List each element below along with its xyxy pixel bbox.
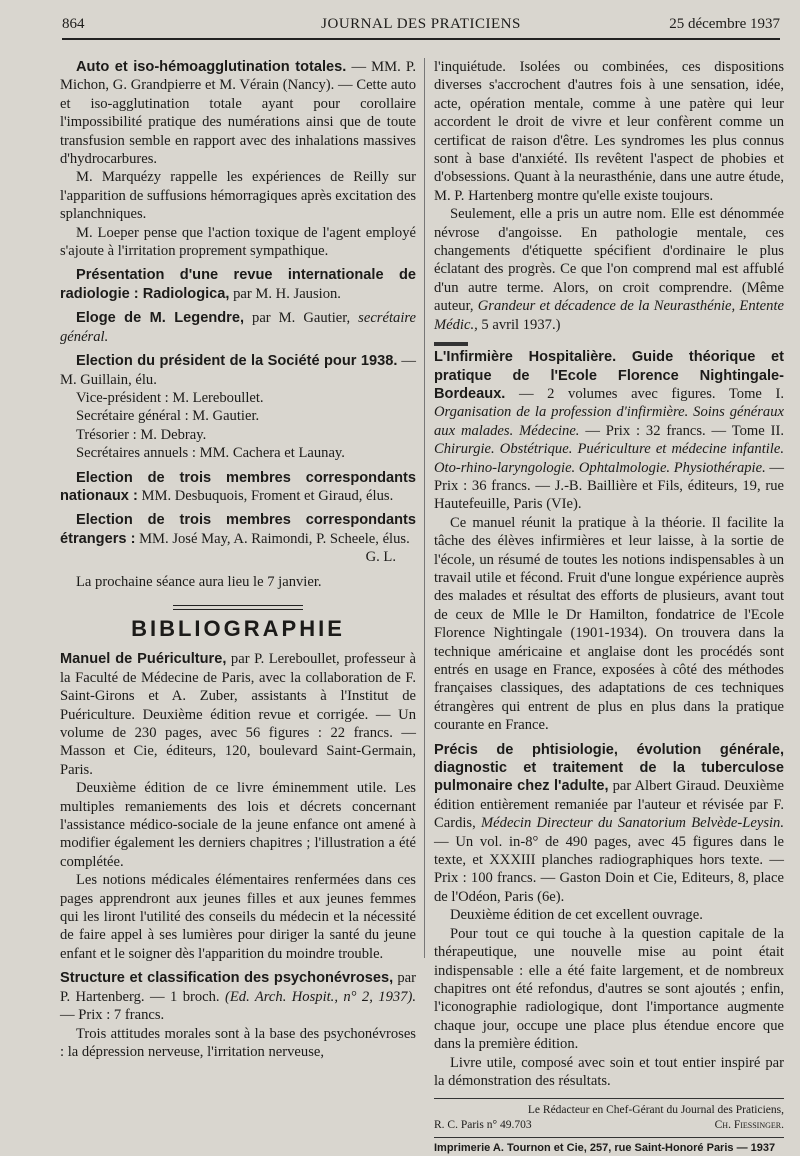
issue-date: 25 décembre 1937 bbox=[669, 16, 780, 32]
entry-eloge: Eloge de M. Legendre, par M. Gautier, secrétaire général. bbox=[60, 310, 416, 345]
printer-line: Imprimerie A. Tournon et Cie, 257, rue Saint-Honoré Paris — 1937 bbox=[434, 1137, 784, 1156]
column-divider bbox=[424, 58, 425, 958]
paragraph: Trois attitudes morales sont à la base des psychonévroses : la dépression nerveuse, l'irritation nerveuse, bbox=[60, 1025, 416, 1060]
short-rule bbox=[434, 342, 468, 346]
page-number: 864 bbox=[62, 16, 85, 32]
secretaire-general: Secrétaire général : M. Gautier. bbox=[76, 408, 260, 425]
right-column bbox=[434, 58, 784, 1156]
left-column bbox=[60, 58, 416, 1061]
paragraph: Ce manuel réunit la pratique à la théorie. Il facilite la tâche des élèves infirmières et leur laisse, à la sortie de l'école, un résumé de toutes les notions indispensables à un travail utile et fécond. Fruit d'une longue expérience auprès des malades et résultat des efforts de plusieurs, avant tout de ceux de Mlle le Dr Hamilton, fondatrice de l'Ecole Florence Nightingale (1901-1934). On trouvera dans la technique américaine et anglaise dont les procédés sont entrés en usage en France, exposées à côté des méthodes françaises classiques, des adaptations de ces techniques étrangères qui entrent de plus en plus dans la pratique courante en France. bbox=[434, 514, 784, 734]
imprint-footer bbox=[434, 1098, 784, 1156]
signature: G. L. bbox=[365, 549, 396, 566]
editor-name: Ch. Fiessinger. bbox=[714, 1119, 784, 1132]
paragraph: Deuxième édition de cet excellent ouvrage. bbox=[450, 907, 703, 924]
entry-puericulture: Manuel de Puériculture, par P. Lereboullet, professeur à la Faculté de Médecine de Paris, avec la collaboration de F. Saint-Girons et A. Zuber, assistants à l'Institut de Puériculture. Deuxième édition revue et corrigée. — Un volume de 230 pages, avec 56 figures : 22 francs. — Masson et Cie, éditeurs, 120, boulevard Saint-Germain, Paris. bbox=[60, 651, 416, 778]
paragraph: Deuxième édition de ce livre éminemment utile. Les multiples remaniements des lois et décrets concernant l'assistance médico-sociale de la jeune enfance ont amené à modifier également les derniers chapitres ; l'illustration a été complétée. bbox=[60, 780, 416, 870]
entry-radiologica: Présentation d'une revue internationale de radiologie : Radiologica, par M. H. Jausion. bbox=[60, 267, 416, 302]
separator-rule bbox=[173, 605, 303, 610]
register-row bbox=[434, 1118, 784, 1133]
entry-psychonevroses: Structure et classification des psychonévroses, par P. Hartenberg. — 1 broch. (Ed. Arch. Hospit., n° 2, 1937). — Prix : 7 francs. bbox=[60, 970, 416, 1024]
editor-line: Le Rédacteur en Chef-Gérant du Journal des Praticiens, bbox=[527, 1104, 784, 1117]
entry-phtisiologie: Précis de phtisiologie, évolution générale, diagnostic et traitement de la tuberculose pulmonaire chez l'adulte, par Albert Giraud. Deuxième édition entièrement remaniée par l'auteur et révisée par F. Cardis, Médecin Directeur du Sanatorium Belvède-Leysin. — Un vol. in-8° de 490 pages, avec 45 figures dans le texte, et XXXIII planches radiographiques hors texte. — Prix : 100 francs. — Gaston Doin et Cie, Editeurs, 8, place de l'Odéon, Paris (6e). bbox=[434, 741, 784, 905]
entry-election-nationaux: Election de trois membres correspondants nationaux : MM. Desbuquois, Froment et Giraud, élus. bbox=[60, 469, 416, 504]
entry-election-etrangers: Election de trois membres correspondants étrangers : MM. José May, A. Raimondi, P. Scheele, élus. bbox=[60, 512, 416, 547]
next-session: La prochaine séance aura lieu le 7 janvier. bbox=[76, 573, 322, 590]
page-header bbox=[62, 12, 780, 40]
tresorier: Trésorier : M. Debray. bbox=[76, 426, 207, 443]
journal-title: JOURNAL DES PRATICIENS bbox=[321, 16, 521, 32]
rc-number: R. C. Paris n° 49.703 bbox=[434, 1119, 532, 1132]
entry-election-president: Election du président de la Société pour 1938. — M. Guillain, élu. bbox=[60, 353, 416, 388]
paragraph: M. Loeper pense que l'action toxique de l'agent employé s'ajoute à l'irritation proprement sympathique. bbox=[60, 224, 416, 260]
paragraph: Livre utile, composé avec soin et tout entier inspiré par la démonstration des résultats. bbox=[434, 1054, 784, 1089]
paragraph: l'inquiétude. Isolées ou combinées, ces dispositions diverses s'accrochent d'autres fois à une sensation, idée, acte, opération mentale, comme à une patère qui leur accordent le droit de vivre et leur confèrent comme un certificat de raison d'être. Les syndromes les plus connus sont à base d'anxiété. Ils revêtent l'aspect de phobies et d'obsessions. Quant à la neurasthénie, dans une autre étude, M. P. Hartenberg montre qu'elle existe toujours. bbox=[434, 59, 784, 204]
paragraph: Les notions médicales élémentaires renfermées dans ces pages apprendront aux jeunes filles et aux jeunes femmes qui les liront l'utilité des conseils du médecin et la nécessité de faire appel à ses lumières pour diriger la santé du jeune enfant et le soigner dès l'apparition du moindre trouble. bbox=[60, 872, 416, 962]
entry-infirmiere: L'Infirmière Hospitalière. Guide théorique et pratique de l'Ecole Florence Nightingale-Bordeaux. — 2 volumes avec figures. Tome I. Organisation de la profession d'infirmière. Soins généraux aux malades. Médecine. — Prix : 32 francs. — Tome II. Chirurgie. Obstétrique. Puériculture et médecine infantile. Oto-rhino-laryngologie. Ophtalmologie. Physiothérapie. — Prix : 36 francs. — J.-B. Baillière et Fils, éditeurs, 19, rue Hautefeuille, Paris (VIe). bbox=[434, 349, 784, 513]
bibliographie-heading: BIBLIOGRAPHIE bbox=[131, 615, 345, 641]
vice-president: Vice-président : M. Lereboullet. bbox=[76, 389, 264, 406]
paragraph: Pour tout ce qui touche à la question capitale de la thérapeutique, une nouvelle mise au point était indispensable : elle a été faite largement, et de nombreux chapitres ont été refondus, d'autres se sont ajoutés ; enfin, l'iconographie radiologique, dont l'importance augmente chaque jour, occupe une place plus étendue encore que dans la première édition. bbox=[434, 925, 784, 1053]
entry-auto-iso: Auto et iso-hémoagglutination totales. — MM. P. Michon, G. Grandpierre et M. Vérain (Nancy). — Cette auto et iso-agglutination totale ayant pour corollaire l'impossibilité pratique des numérations ainsi que de toute transfusion semble en rapport avec des inhalations massives d'hydrocarbures. bbox=[60, 59, 416, 168]
paragraph: M. Marquézy rappelle les expériences de Reilly sur l'apparition de suffusions hémorragiques après excitation des splanchniques. bbox=[60, 169, 416, 223]
secretaires-annuels: Secrétaires annuels : MM. Cachera et Launay. bbox=[76, 445, 345, 462]
paragraph: Seulement, elle a pris un autre nom. Elle est dénommée névrose d'angoisse. En pathologie mentale, ces changements d'étiquette spécifient d'ordinaire le plus éclatant des progrès. Ce que l'on comprend mal est affublé d'un autre terme. Alors, on croit comprendre. (Même auteur, Grandeur et décadence de la Neurasthénie, Entente Médic., 5 avril 1937.) bbox=[434, 206, 784, 333]
